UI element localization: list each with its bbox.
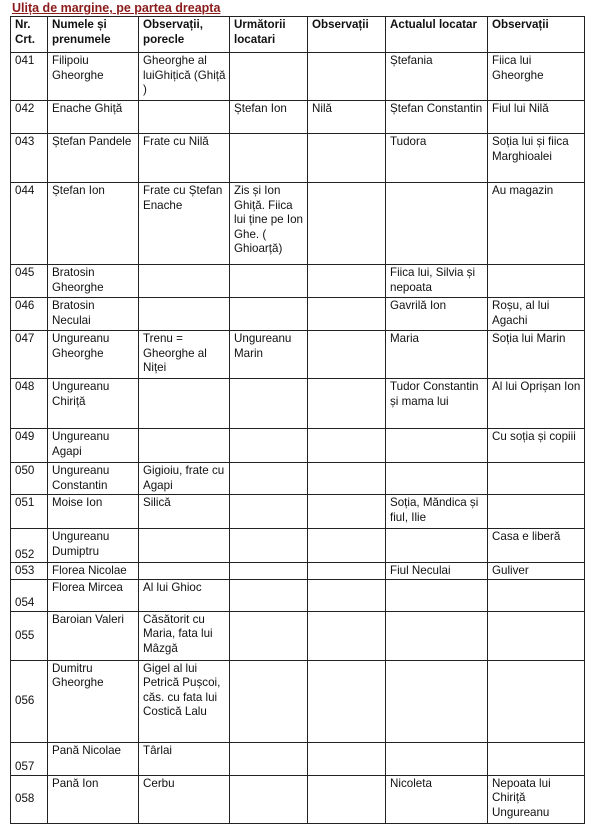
table-row xyxy=(11,298,585,331)
cell-current-tenant xyxy=(386,529,488,563)
cell-next-tenants: Ștefan Ion xyxy=(230,101,308,134)
table-row xyxy=(11,463,585,495)
cell-name: Ungureanu Agapi xyxy=(48,429,139,463)
cell-current-tenant xyxy=(386,742,488,775)
header-remarks-2: Observații xyxy=(308,17,386,53)
cell-name: Ungureanu Chiriță xyxy=(48,379,139,429)
cell-remarks-3: Casa e liberă xyxy=(488,529,585,563)
cell-name: Baroian Valeri xyxy=(48,611,139,660)
cell-nr: 051 xyxy=(11,495,48,529)
cell-remarks-nicknames xyxy=(139,429,230,463)
cell-remarks-2 xyxy=(308,134,386,183)
cell-remarks-nicknames: Căsătorit cu Maria, fata lui Mâzgă xyxy=(139,611,230,660)
cell-remarks-nicknames: Gigioiu, frate cu Agapi xyxy=(139,463,230,495)
table-row xyxy=(11,660,585,742)
cell-next-tenants xyxy=(230,775,308,823)
cell-remarks-2 xyxy=(308,463,386,495)
header-next-tenants: Următorii locatari xyxy=(230,17,308,53)
cell-remarks-3 xyxy=(488,265,585,298)
cell-remarks-2 xyxy=(308,331,386,379)
cell-remarks-3: Cu soția și copiii xyxy=(488,429,585,463)
cell-current-tenant xyxy=(386,463,488,495)
cell-remarks-2 xyxy=(308,429,386,463)
table-row xyxy=(11,495,585,529)
cell-remarks-2 xyxy=(308,611,386,660)
cell-current-tenant: Maria xyxy=(386,331,488,379)
cell-next-tenants xyxy=(230,529,308,563)
cell-nr: 044 xyxy=(11,183,48,265)
cell-name: Ștefan Ion xyxy=(48,183,139,265)
cell-name: Pană Nicolae xyxy=(48,742,139,775)
cell-nr: 042 xyxy=(11,101,48,134)
header-remarks-nicknames: Observații, porecle xyxy=(139,17,230,53)
cell-next-tenants xyxy=(230,298,308,331)
cell-remarks-3 xyxy=(488,611,585,660)
cell-remarks-nicknames xyxy=(139,563,230,580)
cell-nr: 056 xyxy=(11,660,48,742)
cell-remarks-3: Soția lui Marin xyxy=(488,331,585,379)
cell-remarks-nicknames: Gigel al lui Petrică Pușcoi, căs. cu fata lui Costică Lalu xyxy=(139,660,230,742)
table-row xyxy=(11,331,585,379)
cell-name: Ungureanu Gheorghe xyxy=(48,331,139,379)
cell-current-tenant xyxy=(386,183,488,265)
cell-nr: 048 xyxy=(11,379,48,429)
cell-current-tenant xyxy=(386,579,488,611)
cell-remarks-nicknames: Târlai xyxy=(139,742,230,775)
cell-current-tenant: Nicoleta xyxy=(386,775,488,823)
cell-nr: 047 xyxy=(11,331,48,379)
cell-name: Florea Mircea xyxy=(48,579,139,611)
cell-next-tenants xyxy=(230,579,308,611)
cell-name: Dumitru Gheorghe xyxy=(48,660,139,742)
cell-remarks-3 xyxy=(488,463,585,495)
cell-name: Moise Ion xyxy=(48,495,139,529)
table-header-row xyxy=(11,17,585,53)
cell-remarks-nicknames xyxy=(139,379,230,429)
cell-remarks-2 xyxy=(308,265,386,298)
cell-current-tenant xyxy=(386,660,488,742)
cell-remarks-3 xyxy=(488,579,585,611)
cell-remarks-3: Fiica lui Gheorghe xyxy=(488,53,585,101)
cell-name: Ștefan Pandele xyxy=(48,134,139,183)
table-row xyxy=(11,775,585,823)
cell-remarks-2 xyxy=(308,563,386,580)
header-remarks-3: Observații xyxy=(488,17,585,53)
cell-remarks-nicknames: Al lui Ghioc xyxy=(139,579,230,611)
cell-remarks-3: Guliver xyxy=(488,563,585,580)
cell-next-tenants xyxy=(230,429,308,463)
cell-remarks-nicknames: Frate cu Ștefan Enache xyxy=(139,183,230,265)
cell-remarks-3: Soția lui și fiica Marghioalei xyxy=(488,134,585,183)
cell-name: Enache Ghiță xyxy=(48,101,139,134)
cell-current-tenant: Tudora xyxy=(386,134,488,183)
cell-name: Ungureanu Dumiptru xyxy=(48,529,139,563)
cell-nr: 045 xyxy=(11,265,48,298)
table-row xyxy=(11,563,585,580)
table-row xyxy=(11,579,585,611)
cell-remarks-2 xyxy=(308,379,386,429)
cell-remarks-3: Au magazin xyxy=(488,183,585,265)
table-row xyxy=(11,134,585,183)
cell-remarks-2 xyxy=(308,183,386,265)
cell-next-tenants: Ungureanu Marin xyxy=(230,331,308,379)
cell-remarks-3: Al lui Oprișan Ion xyxy=(488,379,585,429)
cell-next-tenants xyxy=(230,563,308,580)
cell-remarks-nicknames xyxy=(139,101,230,134)
cell-nr: 046 xyxy=(11,298,48,331)
cell-remarks-2 xyxy=(308,775,386,823)
cell-nr: 052 xyxy=(11,529,48,563)
cell-next-tenants xyxy=(230,463,308,495)
cell-remarks-3: Fiul lui Nilă xyxy=(488,101,585,134)
cell-remarks-2 xyxy=(308,660,386,742)
header-name: Numele și prenumele xyxy=(48,17,139,53)
cell-remarks-3: Nepoata lui Chiriță Ungureanu xyxy=(488,775,585,823)
table-row xyxy=(11,529,585,563)
cell-next-tenants xyxy=(230,265,308,298)
cell-current-tenant xyxy=(386,429,488,463)
cell-current-tenant: Gavrilă Ion xyxy=(386,298,488,331)
cell-remarks-nicknames: Trenu = Gheorghe al Niței xyxy=(139,331,230,379)
cell-name: Ungureanu Constantin xyxy=(48,463,139,495)
page-title: Ulița de margine, pe partea dreapta xyxy=(12,1,221,15)
cell-remarks-2 xyxy=(308,495,386,529)
cell-nr: 041 xyxy=(11,53,48,101)
cell-name: Bratosin Neculai xyxy=(48,298,139,331)
cell-name: Florea Nicolae xyxy=(48,563,139,580)
residents-table xyxy=(10,16,585,824)
cell-remarks-nicknames: Frate cu Nilă xyxy=(139,134,230,183)
table-row xyxy=(11,611,585,660)
cell-next-tenants xyxy=(230,495,308,529)
cell-current-tenant: Soția, Măndica și fiul, Ilie xyxy=(386,495,488,529)
cell-remarks-2 xyxy=(308,298,386,331)
table-row xyxy=(11,183,585,265)
table-row xyxy=(11,379,585,429)
cell-remarks-3 xyxy=(488,742,585,775)
cell-nr: 050 xyxy=(11,463,48,495)
cell-remarks-2 xyxy=(308,53,386,101)
cell-remarks-nicknames xyxy=(139,298,230,331)
cell-next-tenants: Zis și Ion Ghiță. Fiica lui ține pe Ion Ghe. ( Ghioarță) xyxy=(230,183,308,265)
table-row xyxy=(11,101,585,134)
cell-remarks-nicknames xyxy=(139,265,230,298)
cell-nr: 058 xyxy=(11,775,48,823)
cell-remarks-3 xyxy=(488,660,585,742)
cell-name: Filipoiu Gheorghe xyxy=(48,53,139,101)
cell-current-tenant: Ștefania xyxy=(386,53,488,101)
cell-name: Pană Ion xyxy=(48,775,139,823)
table-row xyxy=(11,429,585,463)
cell-remarks-2 xyxy=(308,742,386,775)
cell-next-tenants xyxy=(230,660,308,742)
cell-remarks-2 xyxy=(308,579,386,611)
header-nr: Nr. Crt. xyxy=(11,17,48,53)
cell-remarks-nicknames: Gheorghe al luiGhițică (Ghiță ) xyxy=(139,53,230,101)
cell-remarks-3 xyxy=(488,495,585,529)
cell-remarks-2 xyxy=(308,529,386,563)
table-row xyxy=(11,53,585,101)
cell-next-tenants xyxy=(230,611,308,660)
table-row xyxy=(11,742,585,775)
cell-current-tenant xyxy=(386,611,488,660)
header-current-tenant: Actualul locatar xyxy=(386,17,488,53)
cell-current-tenant: Ștefan Constantin xyxy=(386,101,488,134)
table-row xyxy=(11,265,585,298)
cell-remarks-nicknames: Silică xyxy=(139,495,230,529)
cell-remarks-nicknames: Cerbu xyxy=(139,775,230,823)
cell-nr: 043 xyxy=(11,134,48,183)
cell-nr: 054 xyxy=(11,579,48,611)
cell-next-tenants xyxy=(230,134,308,183)
cell-next-tenants xyxy=(230,742,308,775)
cell-current-tenant: Fiica lui, Silvia și nepoata xyxy=(386,265,488,298)
cell-remarks-2: Nilă xyxy=(308,101,386,134)
cell-nr: 057 xyxy=(11,742,48,775)
cell-nr: 055 xyxy=(11,611,48,660)
cell-next-tenants xyxy=(230,53,308,101)
cell-current-tenant: Tudor Constantin și mama lui xyxy=(386,379,488,429)
cell-remarks-3: Roșu, al lui Agachi xyxy=(488,298,585,331)
cell-nr: 053 xyxy=(11,563,48,580)
cell-name: Bratosin Gheorghe xyxy=(48,265,139,298)
cell-current-tenant: Fiul Neculai xyxy=(386,563,488,580)
cell-remarks-nicknames xyxy=(139,529,230,563)
cell-next-tenants xyxy=(230,379,308,429)
cell-nr: 049 xyxy=(11,429,48,463)
